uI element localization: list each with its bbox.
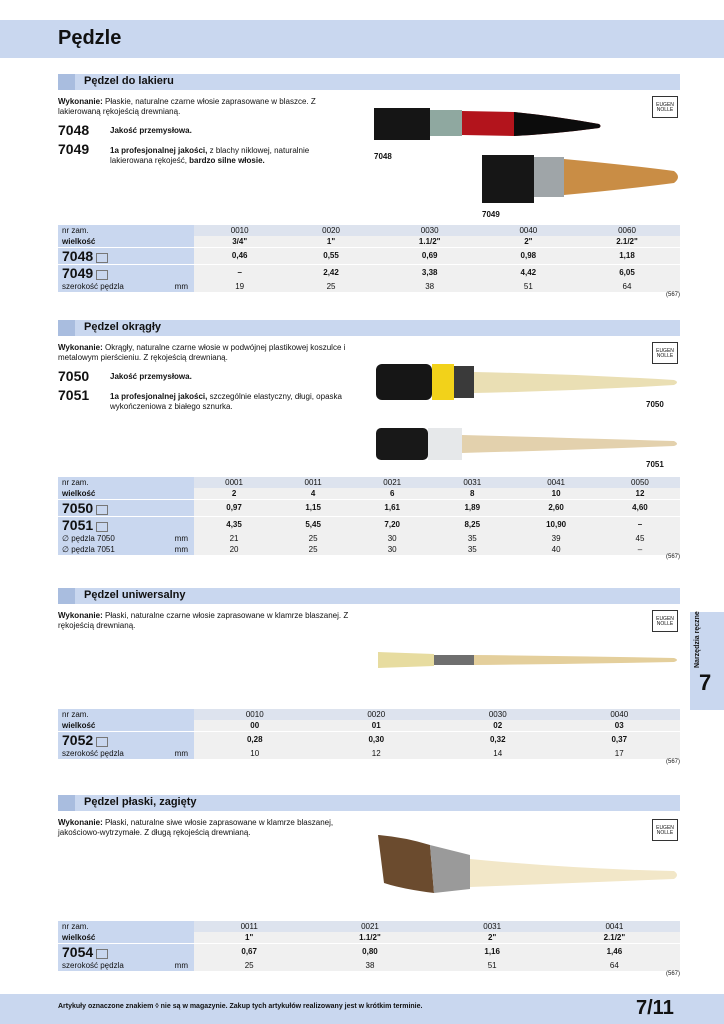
product-code: 7050 [58,368,90,384]
chapter-title: Narzędzia ręczne [694,611,701,668]
table-row: 7048 0,46 0,55 0,69 0,98 1,18 [58,247,680,264]
product-description: 1a profesjonalnej jakości, szczególnie elastyczny, długi, opaska wykończeniowa z białego sznurka. [110,392,342,411]
reference-number: (567) [665,554,680,560]
image-label: 7051 [646,460,664,469]
section-description: Wykonanie: Płaski, naturalne czarne włosie zaprasowane w klamrze blaszanej. Z rękojeścią drewnianą. [58,611,349,630]
footer-note: Artykuły oznaczone znakiem ◊ nie są w magazynie. Zakup tych artykułów realizowany jest w krótkim terminie. [58,1003,423,1010]
brush-7052-image [374,646,680,674]
table-row: 7050 0,97 1,15 1,61 1,89 2,60 4,60 [58,499,680,516]
brand-logo: EUGEN NOLLE [652,96,678,118]
section-lacquer-brush [58,74,680,304]
table-row: 7049 – 2,42 3,38 4,42 6,05 [58,264,680,281]
product-description: 1a profesjonalnej jakości, z blachy niklowej, naturalnie lakierowana rękojeść, bardzo silne włosie. [110,146,310,165]
page-footer [0,994,724,1024]
brush-7051-image [374,424,680,464]
product-code: 7049 [58,141,90,157]
product-code: 7051 [58,387,90,403]
page-title: Pędzle [58,27,122,49]
brush-7050-image [374,360,680,406]
reference-number: (567) [665,971,680,977]
section-description: Wykonanie: Płaski, naturalne siwe włosie zaprasowane w klamrze blaszanej, jakościowo-wytrzymałe. Z długą rękojeścią drewnianą. [58,818,334,837]
section-round-brush [58,320,680,565]
table-row: szerokość pędzla mm 25 38 51 64 [58,960,680,971]
page-number: 7/11 [636,997,674,1019]
reference-number: (567) [665,292,680,298]
image-label: 7050 [646,400,664,409]
table-row: 7054 0,67 0,80 1,16 1,46 [58,943,680,960]
brush-7054-image [374,831,680,911]
brand-logo: EUGEN NOLLE [652,610,678,632]
price-table: nr zam. 0010 0020 0030 0040 0060 wielkość 3/4" 1" 1.1/2" 2" 2.1/2" 7048 0,46 0,55 0,69 0,98 1,18 7049 – 2,42 3,38 4,42 6,05 szerokość pędzla mm 19 25 38 51 64 [58,225,680,292]
table-row: 7051 4,35 5,45 7,20 8,25 10,90 – [58,516,680,533]
product-code: 7048 [58,122,90,138]
image-label: 7049 [482,210,500,219]
section-title: Pędzel płaski, zagięty [84,796,197,808]
table-row: ∅ pędzla 7050 mm 21 25 30 35 39 45 [58,533,680,544]
section-description: Wykonanie: Płaskie, naturalne czarne włosie zaprasowane w blaszce. Z lakierowaną rękojeścią drewnianą. [58,97,316,116]
table-row: 7052 0,28 0,30 0,32 0,37 [58,731,680,748]
chapter-number: 7 [699,670,712,695]
product-description: Jakość przemysłowa. [110,126,192,135]
section-description: Wykonanie: Okrągły, naturalne czarne włosie w podwójnej plastikowej koszulce i metalowym pierścieniu. Z rękojeścią drewnianą. [58,343,346,362]
price-table: nr zam. 0010 0020 0030 0040 wielkość 00 01 02 03 7052 0,28 0,30 0,32 0,37 szerokość pędzla mm 10 12 14 17 [58,709,680,759]
image-label: 7048 [374,152,392,161]
price-table: nr zam. 0001 0011 0021 0031 0041 0050 wielkość 2 4 6 8 10 12 7050 0,97 1,15 1,61 1,89 2,60 4,60 7051 4,35 5,45 7,20 8,25 10,90 – ∅ pędzla 7050 mm 21 25 30 35 39 45 ∅ pędzla 7051 mm 20 25 30 35 40 – [58,477,680,555]
brand-logo: EUGEN NOLLE [652,819,678,841]
price-table: nr zam. 0011 0021 0031 0041 wielkość 1" 1.1/2" 2" 2.1/2" 7054 0,67 0,80 1,16 1,46 szerokość pędzla mm 25 38 51 64 [58,921,680,971]
brush-7049-image [478,149,682,209]
table-row: szerokość pędzla mm 10 12 14 17 [58,748,680,759]
page-header [0,20,724,58]
table-row: szerokość pędzla mm 19 25 38 51 64 [58,281,680,292]
reference-number: (567) [665,759,680,765]
chapter-tab[interactable] [690,612,724,710]
section-angled-flat-brush [58,795,680,980]
product-description: Jakość przemysłowa. [110,372,192,381]
brand-logo: EUGEN NOLLE [652,342,678,364]
table-row: ∅ pędzla 7051 mm 20 25 30 35 40 – [58,544,680,555]
section-title: Pędzel okrągły [84,321,162,333]
brush-7048-image [374,102,604,152]
section-universal-brush [58,588,680,770]
section-title: Pędzel uniwersalny [84,589,186,601]
section-title: Pędzel do lakieru [84,75,174,87]
